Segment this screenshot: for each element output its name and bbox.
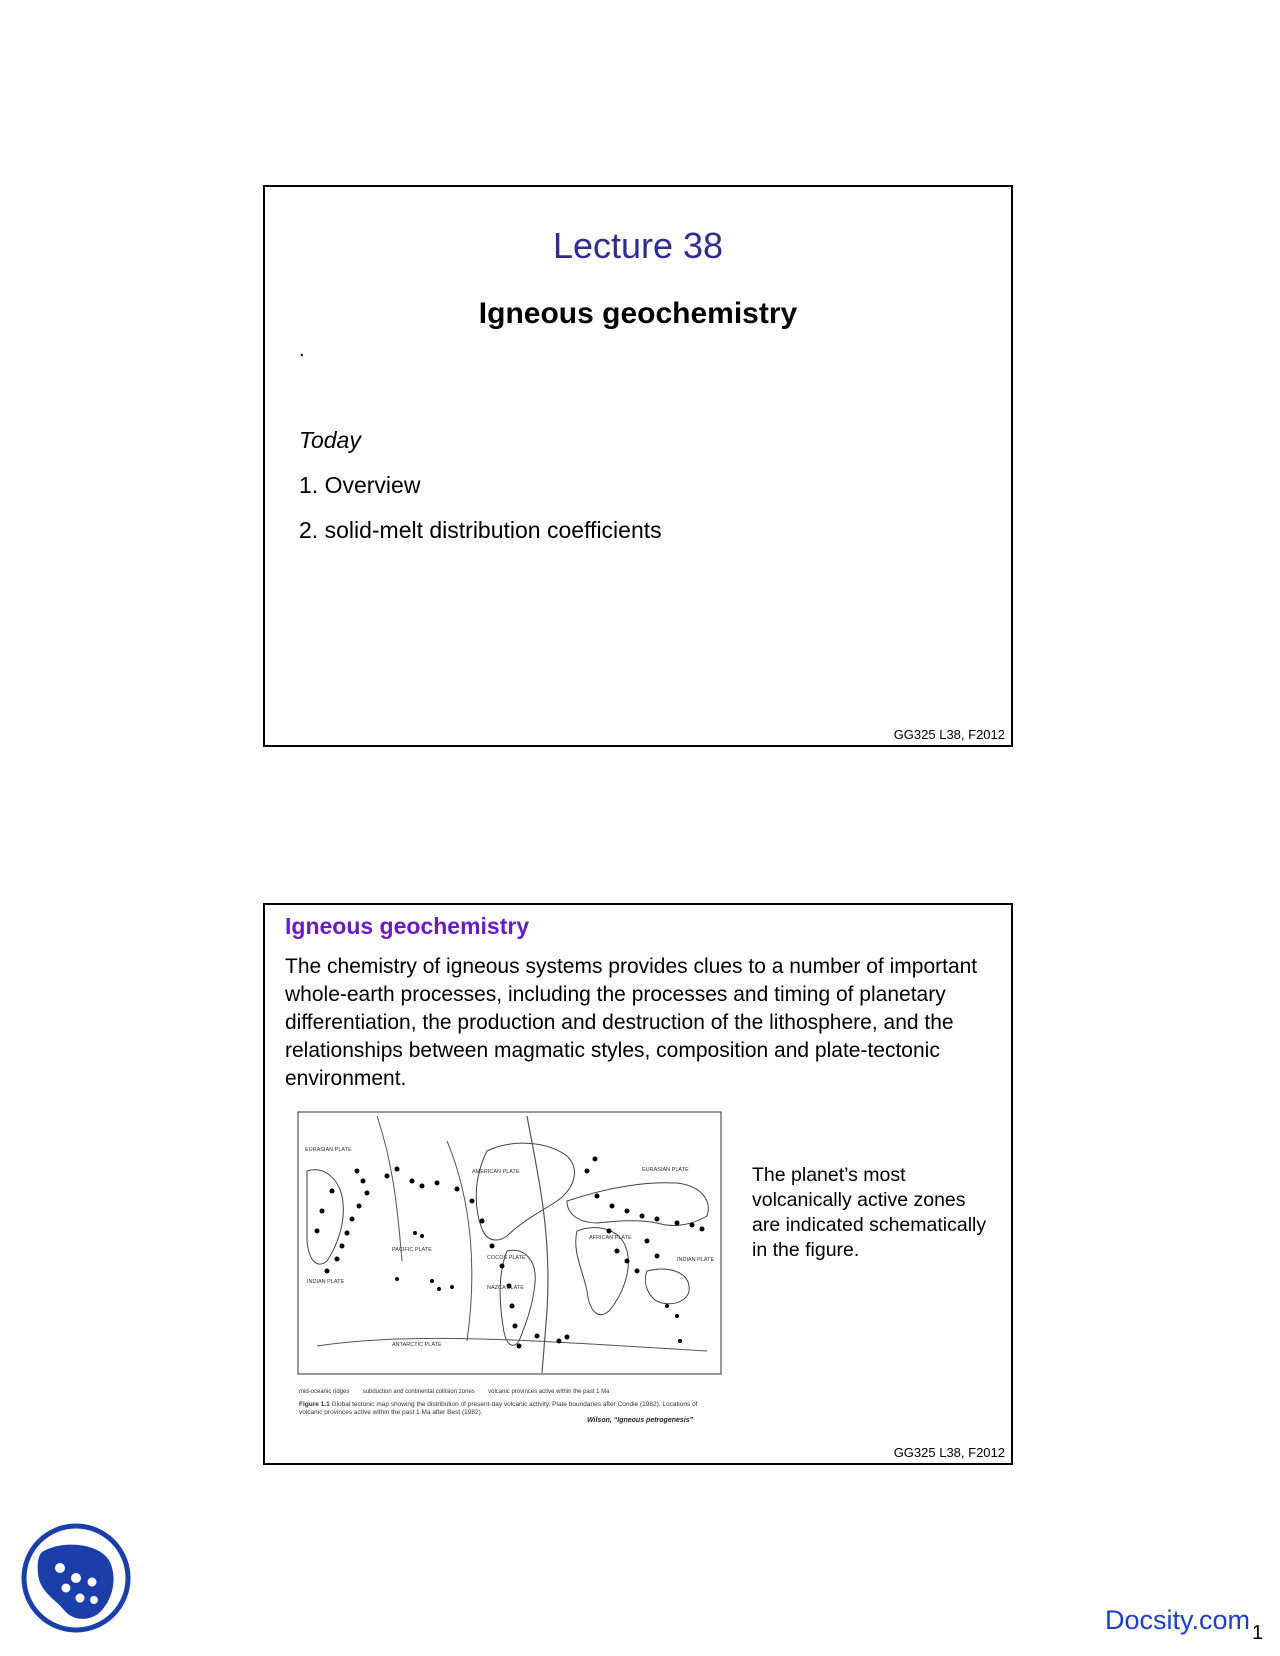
slide-title: Igneous geochemistry — [478, 297, 798, 330]
tectonic-map-figure — [297, 1111, 722, 1441]
plate-label: AMERICAN PLATE — [472, 1169, 520, 1175]
today-label: Today — [299, 427, 361, 453]
slide-footer: GG325 L38, F2012 — [893, 727, 1005, 742]
plate-label: NAZCA PLATE — [487, 1285, 524, 1291]
legend-subduction: subduction and continental collision zones — [362, 1389, 475, 1395]
plate-label: PACIFIC PLATE — [392, 1247, 432, 1253]
plate-label: EURASIAN PLATE — [305, 1147, 352, 1153]
figure-caption — [299, 1401, 719, 1417]
plate-label: AFRICAN PLATE — [589, 1235, 632, 1241]
slide-heading: Igneous geochemistry — [285, 913, 530, 939]
agenda-item: 2. solid-melt distribution coefficients — [299, 517, 662, 543]
slide-footer: GG325 L38, F2012 — [893, 1445, 1005, 1460]
stray-dot: . — [299, 339, 305, 361]
plate-label: INDIAN PLATE — [307, 1279, 345, 1285]
docsity-brand-link[interactable]: Docsity.com — [1105, 1605, 1251, 1635]
slide-1 — [263, 185, 1013, 747]
lecture-number: Lecture 38 — [552, 225, 724, 266]
legend-ridges: mid-oceanic ridges — [299, 1389, 350, 1395]
slide-body-text: The chemistry of igneous systems provides clues to a number of important whole-earth processes, including the processes and timing of planetary differentiation, the production and destruction of the lithosphere, and the relationships between magmatic styles, composition and plate-tectonic environment. — [285, 955, 978, 1090]
figure-caption-label: Figure 1.1 — [299, 1401, 330, 1408]
legend-volcanic: volcanic provinces active within the past 1 Ma — [488, 1389, 610, 1395]
plate-label: INDIAN PLATE — [677, 1257, 715, 1263]
tectonic-map — [297, 1111, 722, 1381]
plate-label: ANTARCTIC PLATE — [392, 1342, 442, 1348]
figure-description: The planet’s most volcanically active zones are indicated schematically in the figure. — [752, 1164, 987, 1261]
slide-2 — [263, 903, 1013, 1465]
figure-credit: Wilson, “Igneous petrogenesis” — [587, 1417, 694, 1424]
agenda-item: 1. Overview — [299, 472, 421, 498]
map-legend — [299, 1389, 719, 1395]
figure-caption-text: Global tectonic map showing the distribution of present-day volcanic activity. Plate boundaries after Condie (1982). Locations of volcanic provinces active within the past 1 Ma after Best (1982). — [299, 1401, 698, 1416]
plate-label: COCOS PLATE — [487, 1255, 526, 1261]
docsity-logo-icon[interactable] — [20, 1522, 132, 1634]
page-number: 1 — [1252, 1622, 1264, 1644]
plate-label: EURASIAN PLATE — [642, 1167, 689, 1173]
